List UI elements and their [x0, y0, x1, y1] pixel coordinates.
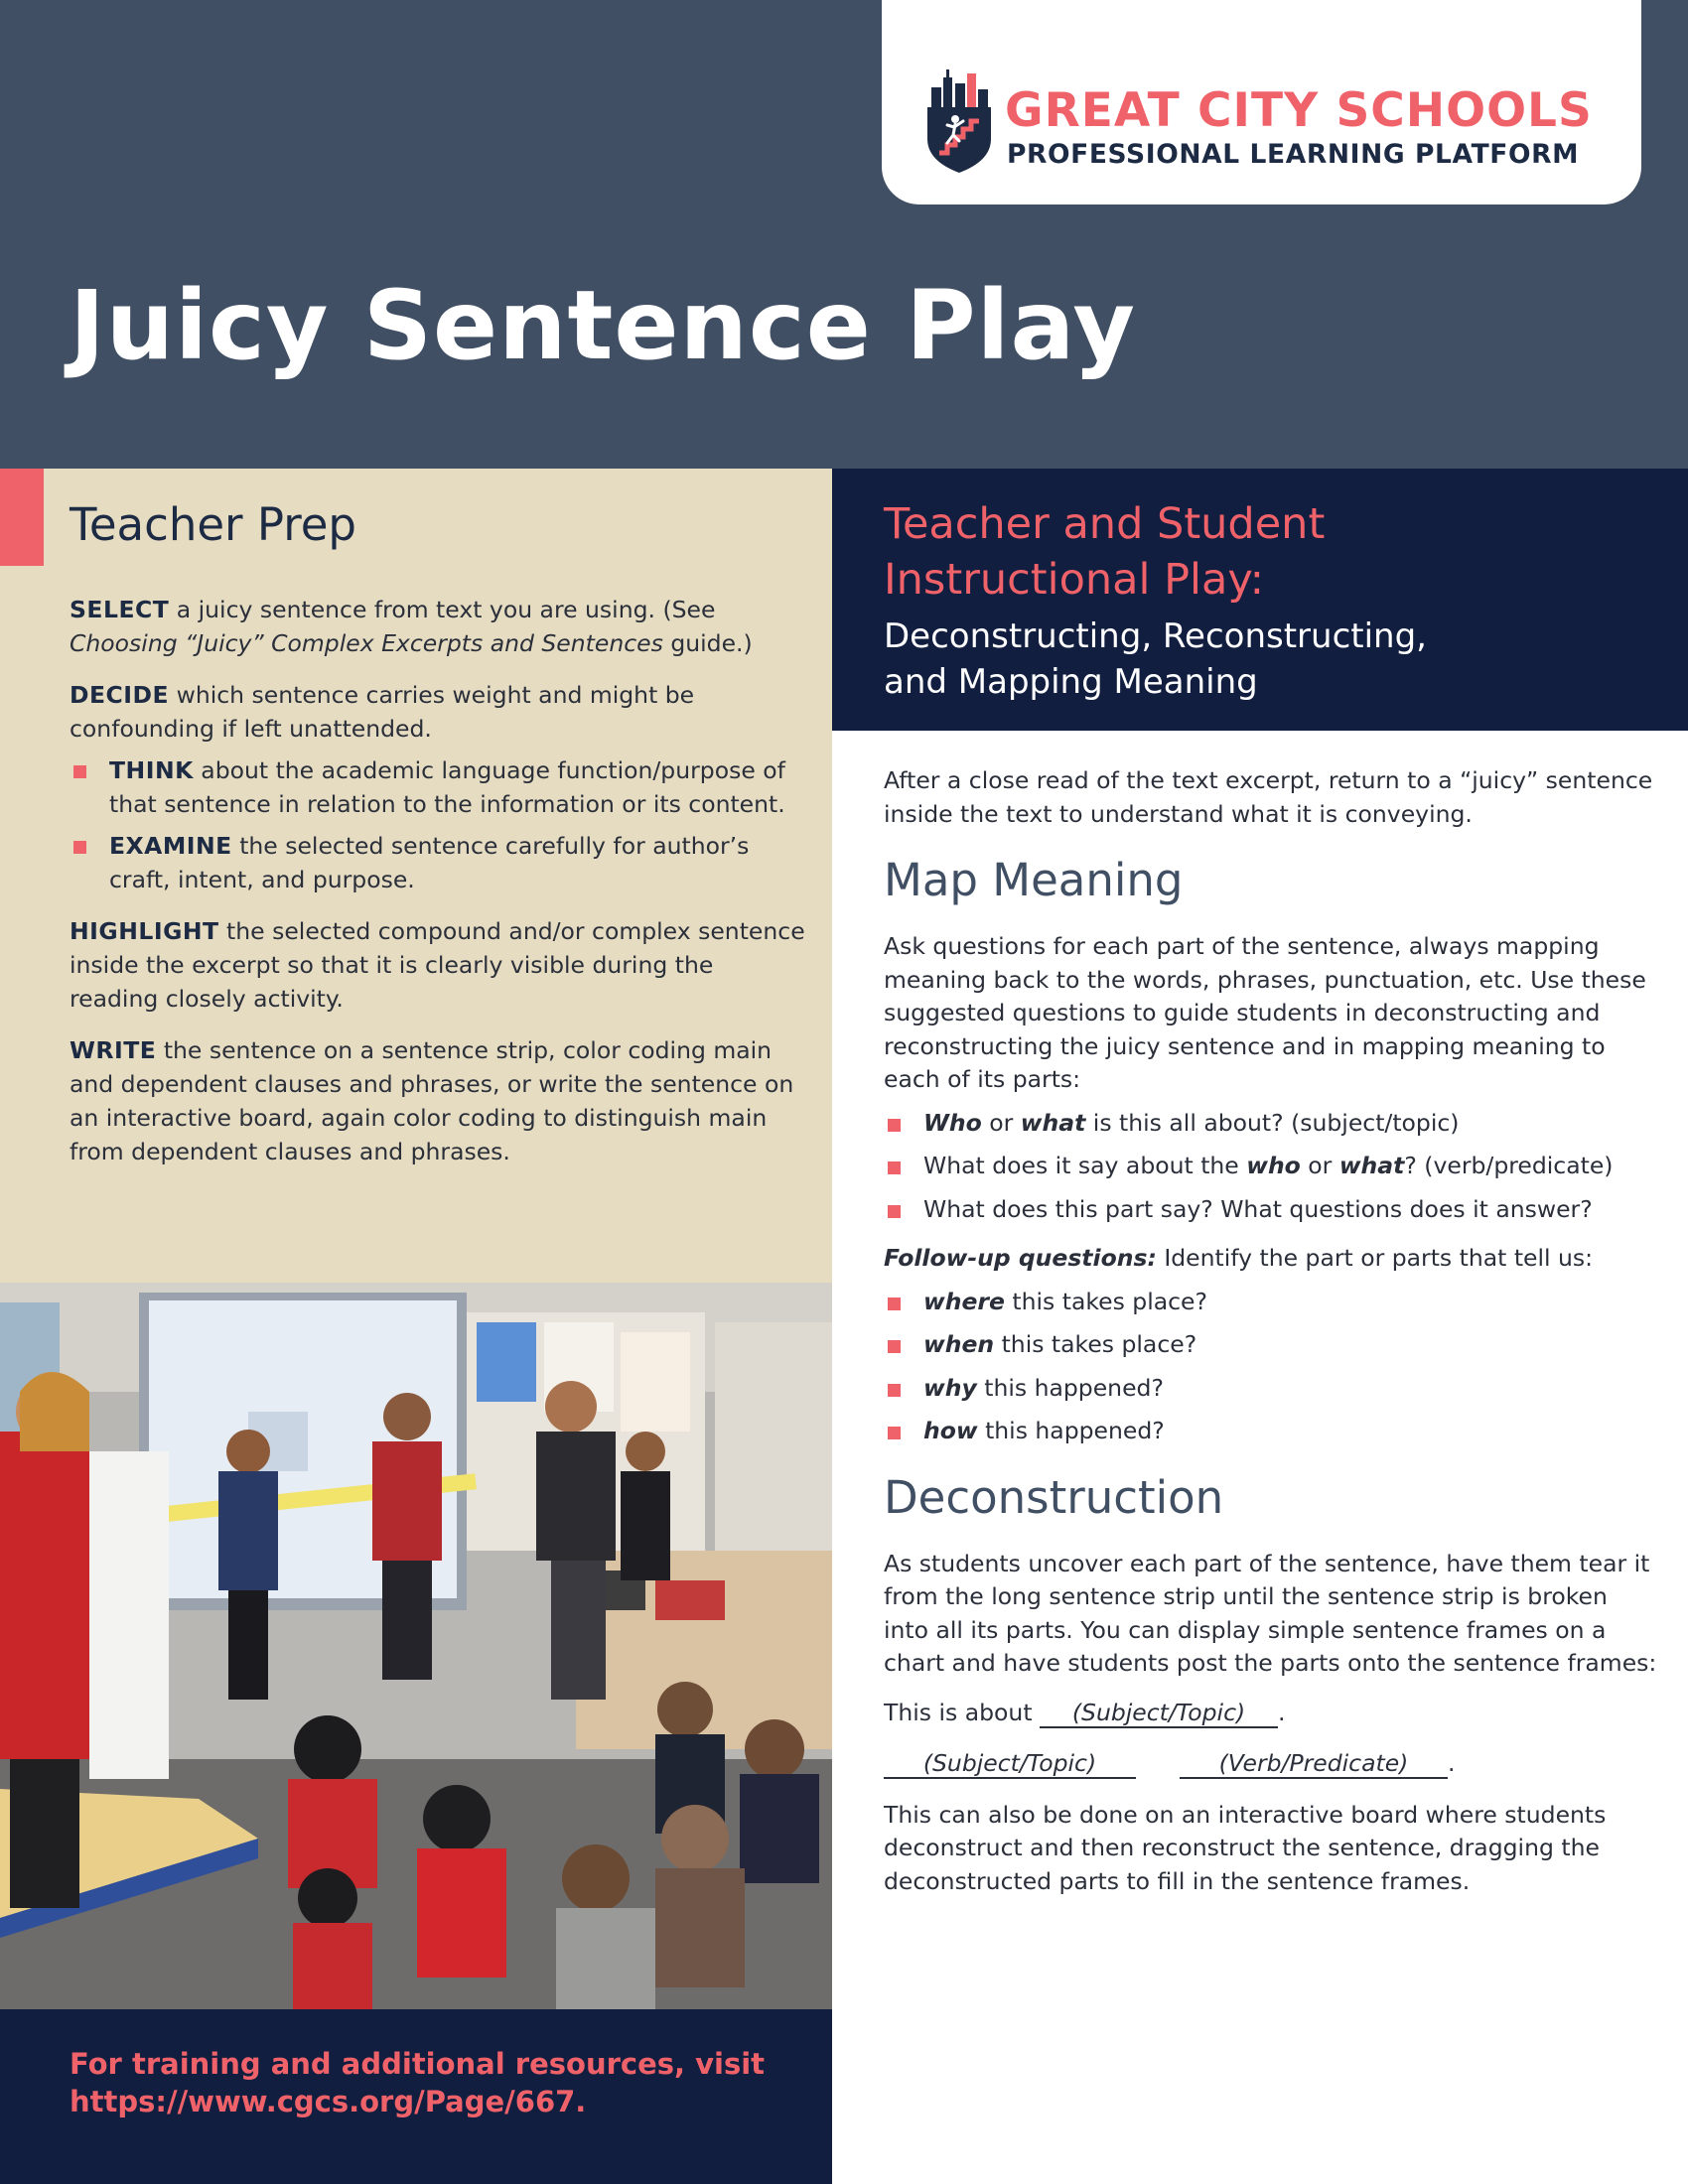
subject-blank: (Subject/Topic)	[1040, 1699, 1278, 1728]
instructional-play-title: Teacher and Student Instructional Play:	[884, 499, 1326, 605]
list-item: when this takes place?	[884, 1328, 1658, 1362]
bullet-square-icon	[888, 1161, 901, 1174]
bullet-square-icon	[888, 1384, 901, 1397]
instructional-play-body	[884, 764, 1658, 1914]
footer-text: For training and additional resources, visit https://www.cgcs.org/Page/667.	[70, 2047, 766, 2118]
bullet-square-icon	[888, 1119, 901, 1132]
closing-text: This can also be done on an interactive board where students deconstruct and then reconstruct the sentence, dragging the deconstructed parts to fill in the sentence frames.	[884, 1800, 1607, 1895]
teacher-prep-panel	[0, 469, 832, 1283]
sentence-frame-1: This is about (Subject/Topic) .	[884, 1698, 1286, 1726]
decide-step: DECIDE which sentence carries weight and might be confounding if left unattended.	[70, 681, 695, 743]
list-item: THINK about the academic language function/purpose of that sentence in relation to the information or its content.	[70, 753, 809, 821]
bullet-square-icon	[73, 841, 86, 854]
intro-text: After a close read of the text excerpt, return to a “juicy” sentence inside the text to understand what it is conveying.	[884, 766, 1653, 828]
list-item: What does this part say? What questions does it answer?	[884, 1193, 1658, 1227]
select-step: SELECT a juicy sentence from text you are using. (See Choosing “Juicy” Complex Excerpts and Sentences guide.)	[70, 596, 753, 657]
list-item: EXAMINE the selected sentence carefully for author’s craft, intent, and purpose.	[70, 829, 809, 896]
footer-bar	[0, 2009, 832, 2184]
classroom-photo	[0, 1283, 832, 2009]
bullet-square-icon	[888, 1340, 901, 1353]
subject-blank: (Subject/Topic)	[884, 1749, 1136, 1779]
page-header	[0, 0, 1688, 469]
teacher-prep-heading: Teacher Prep	[70, 498, 356, 551]
bullet-square-icon	[888, 1427, 901, 1439]
map-meaning-text: Ask questions for each part of the sentence, always mapping meaning back to the words, phrases, punctuation, etc. Use these suggested questions to guide students in deconstructing and reconstructing the juicy sentence and in mapping meaning to each of its parts:	[884, 932, 1646, 1093]
logo-title: GREAT CITY SCHOOLS	[1005, 83, 1593, 138]
bullet-square-icon	[888, 1205, 901, 1218]
predicate-blank: (Verb/Predicate)	[1180, 1749, 1448, 1779]
highlight-step: HIGHLIGHT the selected compound and/or complex sentence inside the excerpt so that it is clearly visible during the reading closely activity.	[70, 917, 805, 1013]
list-item: Who or what is this all about? (subject/topic)	[884, 1107, 1658, 1141]
instructional-play-header	[832, 469, 1688, 731]
city-shield-icon	[925, 69, 993, 175]
list-item: how this happened?	[884, 1415, 1658, 1448]
list-item: where this takes place?	[884, 1286, 1658, 1319]
resources-link[interactable]: https://www.cgcs.org/Page/667.	[70, 2085, 587, 2118]
logo-subtitle: PROFESSIONAL LEARNING PLATFORM	[1007, 139, 1580, 170]
list-item: What does it say about the who or what? (verb/predicate)	[884, 1150, 1658, 1183]
bullet-square-icon	[888, 1297, 901, 1310]
accent-bar	[0, 469, 44, 566]
logo-card	[882, 0, 1641, 205]
followup-intro: Follow-up questions: Identify the part or parts that tell us:	[884, 1244, 1594, 1272]
deconstruction-heading: Deconstruction	[884, 1470, 1224, 1524]
sentence-frame-2: (Subject/Topic) (Verb/Predicate) .	[884, 1747, 1658, 1781]
write-step: WRITE the sentence on a sentence strip, color coding main and dependent clauses and phrases, or write the sentence on an interactive board, again color coding to distinguish main from dependent clauses and phrases.	[70, 1036, 794, 1165]
deconstruction-text: As students uncover each part of the sentence, have them tear it from the long sentence strip until the sentence strip is broken into all its parts. You can display simple sentence frames on a chart and have students post the parts onto the sentence frames:	[884, 1549, 1657, 1677]
list-item: why this happened?	[884, 1372, 1658, 1406]
map-meaning-heading: Map Meaning	[884, 854, 1184, 906]
page-title: Juicy Sentence Play	[70, 270, 1136, 381]
bullet-square-icon	[73, 765, 86, 778]
instructional-play-subtitle: Deconstructing, Reconstructing, and Mapping Meaning	[884, 616, 1427, 702]
teacher-prep-body	[70, 593, 809, 1186]
